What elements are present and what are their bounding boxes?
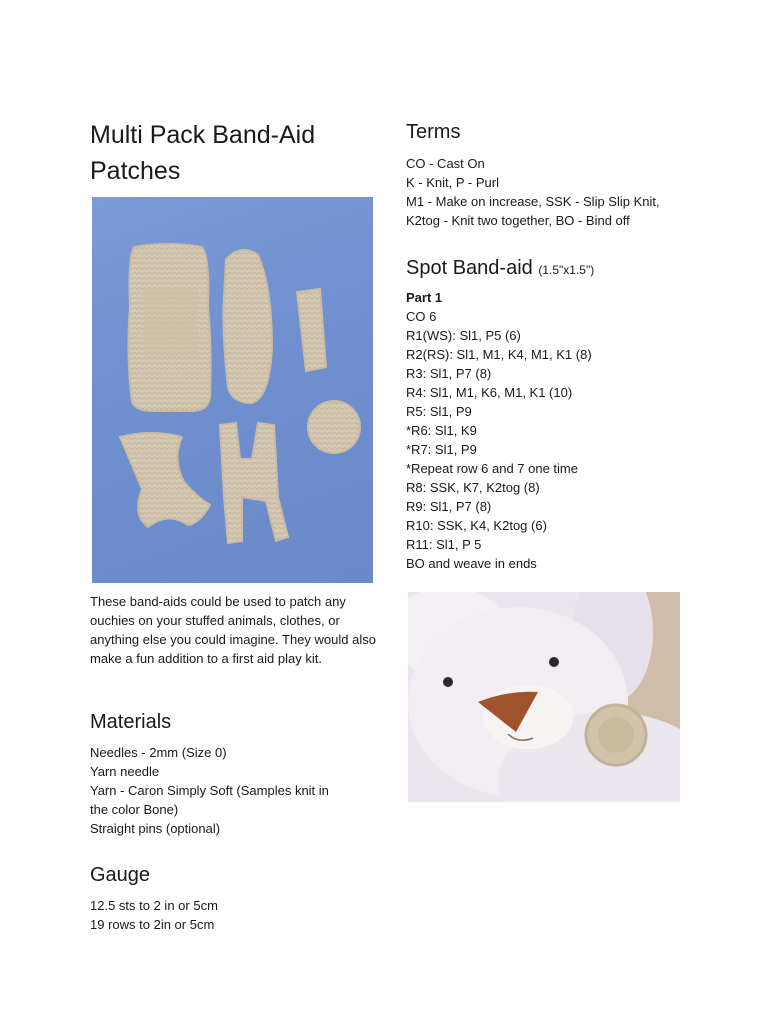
gauge-list [90, 896, 218, 934]
pattern-row: CO 6 [406, 309, 437, 324]
terms-heading: Terms [406, 121, 461, 143]
materials-heading: Materials [90, 711, 172, 733]
pattern-row: *R6: Sl1, K9 [406, 423, 477, 438]
oval-bandage-shape [224, 250, 273, 403]
h-bandage-shape [220, 423, 288, 543]
pattern-row: R4: Sl1, M1, K6, M1, K1 (10) [406, 385, 573, 400]
intro-paragraph: These band-aids could be used to patch any ouchies on your stuffed animals, clothes, or anything else you could imagine. They would also make a fun addition to a first aid play kit. [90, 594, 376, 666]
band-aid-samples-photo [92, 197, 373, 583]
terms-list [406, 154, 660, 230]
pattern-row: R1(WS): Sl1, P5 (6) [406, 328, 521, 343]
pattern-row: R3: Sl1, P7 (8) [406, 366, 492, 381]
pattern-row: R9: Sl1, P7 (8) [406, 499, 492, 514]
spot-bandage-shape [308, 401, 360, 453]
gauge-heading: Gauge [90, 864, 151, 886]
pattern-row: R11: Sl1, P 5 [406, 537, 482, 552]
page-title: Multi Pack Band-Aid Patches [90, 121, 316, 185]
materials-line: the color Bone) [90, 802, 179, 817]
terms-line: M1 - Make on increase, SSK - Slip Slip Knit, [406, 194, 660, 209]
butterfly-bandage-shape [120, 433, 210, 527]
band-aid-samples-illustration [92, 197, 373, 583]
part-label: Part 1 [406, 290, 443, 305]
terms-line: CO - Cast On [406, 156, 485, 171]
small-strip-shape [297, 289, 326, 371]
materials-line: Yarn needle [90, 764, 160, 779]
pattern-row: R2(RS): Sl1, M1, K4, M1, K1 (8) [406, 347, 592, 362]
spot-pattern-rows [406, 288, 592, 573]
terms-line: K2tog - Knit two together, BO - Bind off [406, 213, 630, 228]
spot-heading-text: Spot Band-aid [406, 257, 533, 279]
materials-line: Yarn - Caron Simply Soft (Samples knit in [90, 783, 329, 798]
gauge-line: 12.5 sts to 2 in or 5cm [90, 898, 218, 913]
materials-list [90, 743, 329, 838]
pattern-row: BO and weave in ends [406, 556, 537, 571]
pattern-row: R10: SSK, K4, K2tog (6) [406, 518, 547, 533]
pattern-row: *R7: Sl1, P9 [406, 442, 477, 457]
spot-heading [406, 255, 594, 283]
bunny-with-patch-photo [408, 592, 680, 802]
materials-line: Straight pins (optional) [90, 821, 221, 836]
spot-size: (1.5"x1.5") [538, 263, 595, 277]
terms-line: K - Knit, P - Purl [406, 175, 499, 190]
pattern-row: R5: Sl1, P9 [406, 404, 472, 419]
materials-line: Needles - 2mm (Size 0) [90, 745, 227, 760]
pattern-row: R8: SSK, K7, K2tog (8) [406, 480, 540, 495]
gauge-line: 19 rows to 2in or 5cm [90, 917, 215, 932]
bunny-illustration [408, 592, 680, 802]
pattern-row: *Repeat row 6 and 7 one time [406, 461, 578, 476]
